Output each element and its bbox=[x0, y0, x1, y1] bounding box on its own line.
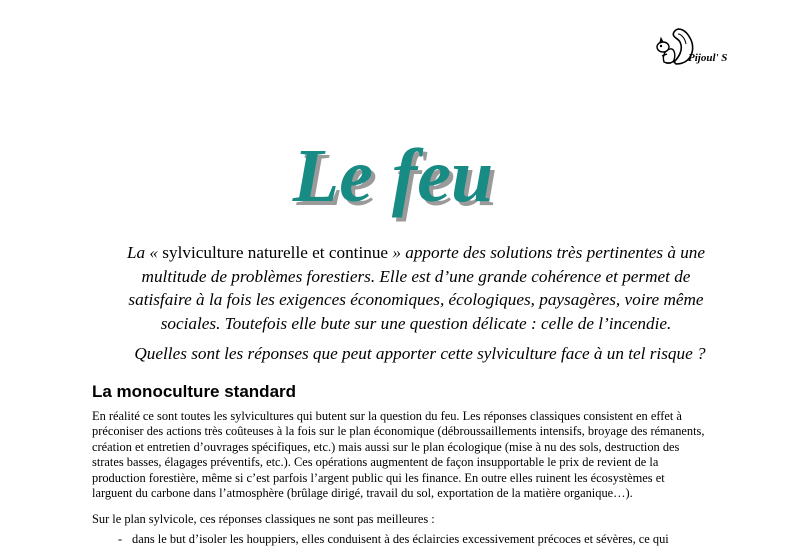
paragraph-line: création et entretien d’ouvrages spécifiques, etc.) mais aussi sur le plan écologique (mise à nu des sols, destruction des bbox=[92, 439, 680, 454]
paragraph-line: strates basses, élagages préventifs, etc.). Ces opérations augmentent de façon insupportable le prix de revient de la bbox=[92, 455, 659, 470]
page-title: Le feu bbox=[292, 134, 494, 218]
key-question: Quelles sont les réponses que peut apporter cette sylviculture face à un tel risque ? bbox=[134, 344, 706, 363]
pijouls-logo bbox=[654, 24, 754, 76]
intro-line-4: sociales. Toutefois elle bute sur une question délicate : celle de l’incendie. bbox=[160, 313, 672, 333]
intro-paragraph bbox=[92, 241, 740, 335]
paragraph-line: larguent du carbone dans l’atmosphère (brûlage dirigé, travail du sol, exportation de la matière organique…). bbox=[92, 486, 633, 501]
paragraph-line: préconiser des actions très coûteuses à la fois sur le plan économique (débroussaillements intensifs, broyage des rémanents, bbox=[92, 424, 705, 439]
paragraph-line: En réalité ce sont toutes les sylvicultures qui butent sur la question du feu. Les réponses classiques consistent en effet à bbox=[92, 409, 682, 423]
body-paragraph bbox=[92, 409, 762, 501]
paragraph-line: production forestière, même si c’est parfois l’argent public qui les finance. En outre elles ruinent les écosystèmes et bbox=[92, 470, 665, 485]
intro-line-1 bbox=[92, 241, 740, 265]
intro-prefix: La « bbox=[126, 243, 163, 262]
intro-line-3: satisfaire à la fois les exigences économiques, écologiques, paysagères, voire même bbox=[128, 290, 704, 309]
intro-line-2: multitude de problèmes forestiers. Elle est d’une grande cohérence et permet de bbox=[141, 266, 691, 286]
bullet-text: dans le but d’isoler les houppiers, elles conduisent à des éclaircies excessivement précoces et sévères, ce qui bbox=[132, 532, 669, 546]
intro-line-1-suffix: » apporte des solutions très pertinentes à une bbox=[388, 243, 706, 262]
logo-text: Pijoul' S bbox=[688, 52, 728, 64]
section-heading: La monoculture standard bbox=[92, 382, 297, 401]
bullet-item bbox=[118, 532, 669, 547]
bullet-mark: - bbox=[118, 532, 123, 546]
intro-upright-term: sylviculture naturelle et continue bbox=[162, 243, 389, 262]
body-paragraph-2: Sur le plan sylvicole, ces réponses classiques ne sont pas meilleures : bbox=[92, 512, 435, 526]
